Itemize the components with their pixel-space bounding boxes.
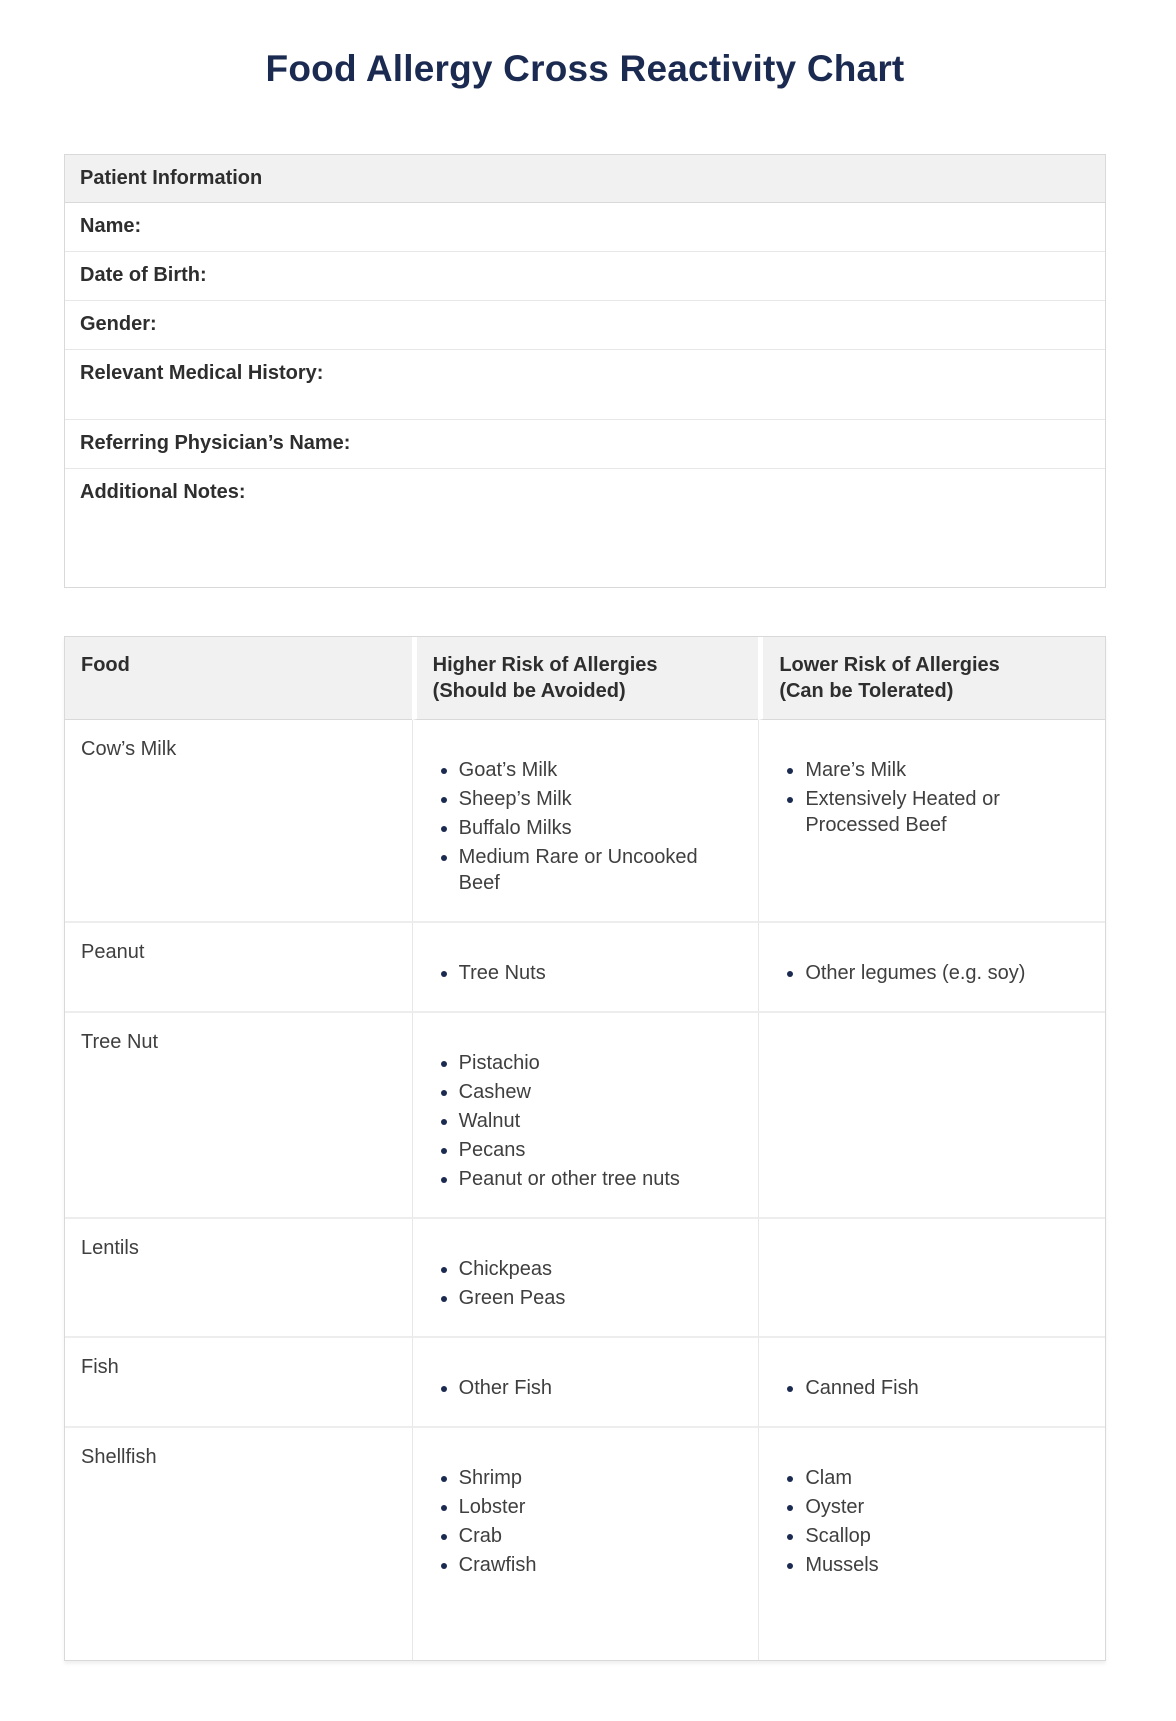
higher-risk-list — [429, 1375, 737, 1401]
list-item-text: Chickpeas — [458, 1258, 553, 1280]
header-row — [65, 637, 1105, 720]
list-item — [805, 1465, 1083, 1491]
list-item-text: Peanut or other tree nuts — [458, 1168, 680, 1190]
higher-risk-cell — [412, 923, 759, 1013]
field-value-area-name[interactable] — [149, 215, 1090, 239]
higher-risk-list — [429, 960, 737, 986]
cross-reactivity-table — [64, 636, 1106, 1661]
list-item — [459, 1285, 737, 1311]
list-item — [459, 815, 737, 841]
list-item-text: Canned Fish — [805, 1377, 919, 1399]
column-header-lower-risk: Lower Risk of Allergies (Can be Tolerated) — [758, 637, 1105, 720]
lower-risk-cell — [758, 1338, 1105, 1428]
lower-risk-cell — [758, 720, 1105, 923]
food-cell — [65, 1219, 412, 1338]
higher-risk-cell — [412, 1338, 759, 1428]
field-label-relevant-medical-history: Relevant Medical History: — [80, 362, 324, 384]
lower-risk-cell — [758, 1013, 1105, 1219]
list-item — [459, 1108, 737, 1134]
field-row-date-of-birth — [65, 252, 1105, 301]
lower-risk-cell — [758, 1428, 1105, 1660]
list-item — [459, 1050, 737, 1076]
list-item — [459, 1552, 737, 1578]
cross-reactivity-table-head — [65, 637, 1105, 720]
table-row — [65, 1428, 1105, 1660]
lower-risk-list — [775, 757, 1083, 838]
list-item — [459, 1079, 737, 1105]
cross-reactivity-table-body — [65, 720, 1105, 1660]
food-cell — [65, 1013, 412, 1219]
list-item-text: Pecans — [458, 1139, 526, 1161]
field-label-name: Name: — [80, 215, 142, 237]
higher-risk-list — [429, 1050, 737, 1192]
lower-risk-cell — [758, 1219, 1105, 1338]
list-item-text: Crawfish — [458, 1554, 537, 1576]
field-label-date-of-birth: Date of Birth: — [80, 264, 207, 286]
list-item-text: Clam — [805, 1467, 852, 1489]
list-item — [805, 1523, 1083, 1549]
list-item-text: Pistachio — [458, 1052, 540, 1074]
lower-risk-list — [775, 960, 1083, 986]
list-item-text: Mare’s Milk — [805, 759, 907, 781]
list-item — [459, 1494, 737, 1520]
higher-risk-list — [429, 1256, 737, 1311]
list-item — [459, 1465, 737, 1491]
table-row — [65, 1338, 1105, 1428]
column-header-higher-risk: Higher Risk of Allergies (Should be Avoided) — [412, 637, 759, 720]
lower-risk-list — [775, 1375, 1083, 1401]
list-item-text: Tree Nuts — [458, 962, 546, 984]
list-item-text: Goat’s Milk — [458, 759, 558, 781]
higher-risk-cell — [412, 720, 759, 923]
field-value-area-date-of-birth[interactable] — [215, 264, 1090, 288]
field-row-gender — [65, 301, 1105, 350]
list-item-text: Mussels — [805, 1554, 879, 1576]
field-value-area-additional-notes[interactable] — [254, 481, 1090, 505]
list-item — [459, 960, 737, 986]
table-row — [65, 1219, 1105, 1338]
list-item — [805, 1552, 1083, 1578]
table-row — [65, 1013, 1105, 1219]
list-item-text: Lobster — [458, 1496, 526, 1518]
list-item — [459, 1256, 737, 1282]
field-row-name — [65, 203, 1105, 252]
list-item-text: Shrimp — [458, 1467, 523, 1489]
field-row-relevant-medical-history — [65, 350, 1105, 420]
list-item-text: Medium Rare or Uncooked Beef — [458, 846, 698, 894]
food-name: Lentils — [81, 1237, 139, 1259]
list-item — [459, 1137, 737, 1163]
food-name: Tree Nut — [81, 1031, 159, 1053]
food-name: Fish — [81, 1356, 119, 1378]
food-cell — [65, 720, 412, 923]
list-item-text: Other legumes (e.g. soy) — [805, 962, 1026, 984]
lower-risk-cell — [758, 923, 1105, 1013]
column-header-food: Food — [65, 637, 412, 720]
field-value-area-referring-physician-name[interactable] — [358, 432, 1090, 456]
field-value-area-gender[interactable] — [165, 313, 1090, 337]
field-value-area-relevant-medical-history[interactable] — [331, 362, 1090, 386]
higher-risk-cell — [412, 1428, 759, 1660]
list-item-text: Cashew — [458, 1081, 531, 1103]
list-item-text: Green Peas — [458, 1287, 566, 1309]
list-item-text: Buffalo Milks — [458, 817, 572, 839]
higher-risk-cell — [412, 1219, 759, 1338]
food-cell — [65, 1338, 412, 1428]
field-row-additional-notes — [65, 469, 1105, 587]
page-title: Food Allergy Cross Reactivity Chart — [265, 48, 905, 89]
list-item — [459, 844, 737, 896]
table-row — [65, 720, 1105, 923]
food-name: Cow’s Milk — [81, 738, 177, 760]
food-name: Shellfish — [81, 1446, 157, 1468]
list-item-text: Crab — [458, 1525, 503, 1547]
list-item — [805, 757, 1083, 783]
higher-risk-list — [429, 1465, 737, 1578]
list-item — [459, 1523, 737, 1549]
higher-risk-list — [429, 757, 737, 896]
higher-risk-cell — [412, 1013, 759, 1219]
field-row-referring-physician-name — [65, 420, 1105, 469]
patient-information-header: Patient Information — [65, 155, 1105, 203]
list-item-text: Extensively Heated or Processed Beef — [805, 788, 1000, 836]
food-cell — [65, 923, 412, 1013]
list-item-text: Walnut — [458, 1110, 521, 1132]
list-item — [459, 1166, 737, 1192]
food-cell — [65, 1428, 412, 1660]
list-item-text: Sheep’s Milk — [458, 788, 572, 810]
lower-risk-list — [775, 1465, 1083, 1578]
patient-information-rows — [65, 203, 1105, 587]
list-item — [805, 960, 1083, 986]
list-item-text: Scallop — [805, 1525, 871, 1547]
list-item — [459, 757, 737, 783]
list-item-text: Oyster — [805, 1496, 865, 1518]
list-item — [805, 1494, 1083, 1520]
table-row — [65, 923, 1105, 1013]
list-item — [459, 1375, 737, 1401]
field-label-additional-notes: Additional Notes: — [80, 481, 246, 503]
list-item — [805, 786, 1083, 838]
list-item — [459, 786, 737, 812]
field-label-gender: Gender: — [80, 313, 157, 335]
field-label-referring-physician-name: Referring Physician’s Name: — [80, 432, 351, 454]
list-item — [805, 1375, 1083, 1401]
patient-information-section — [64, 154, 1106, 588]
food-name: Peanut — [81, 941, 145, 963]
list-item-text: Other Fish — [458, 1377, 553, 1399]
